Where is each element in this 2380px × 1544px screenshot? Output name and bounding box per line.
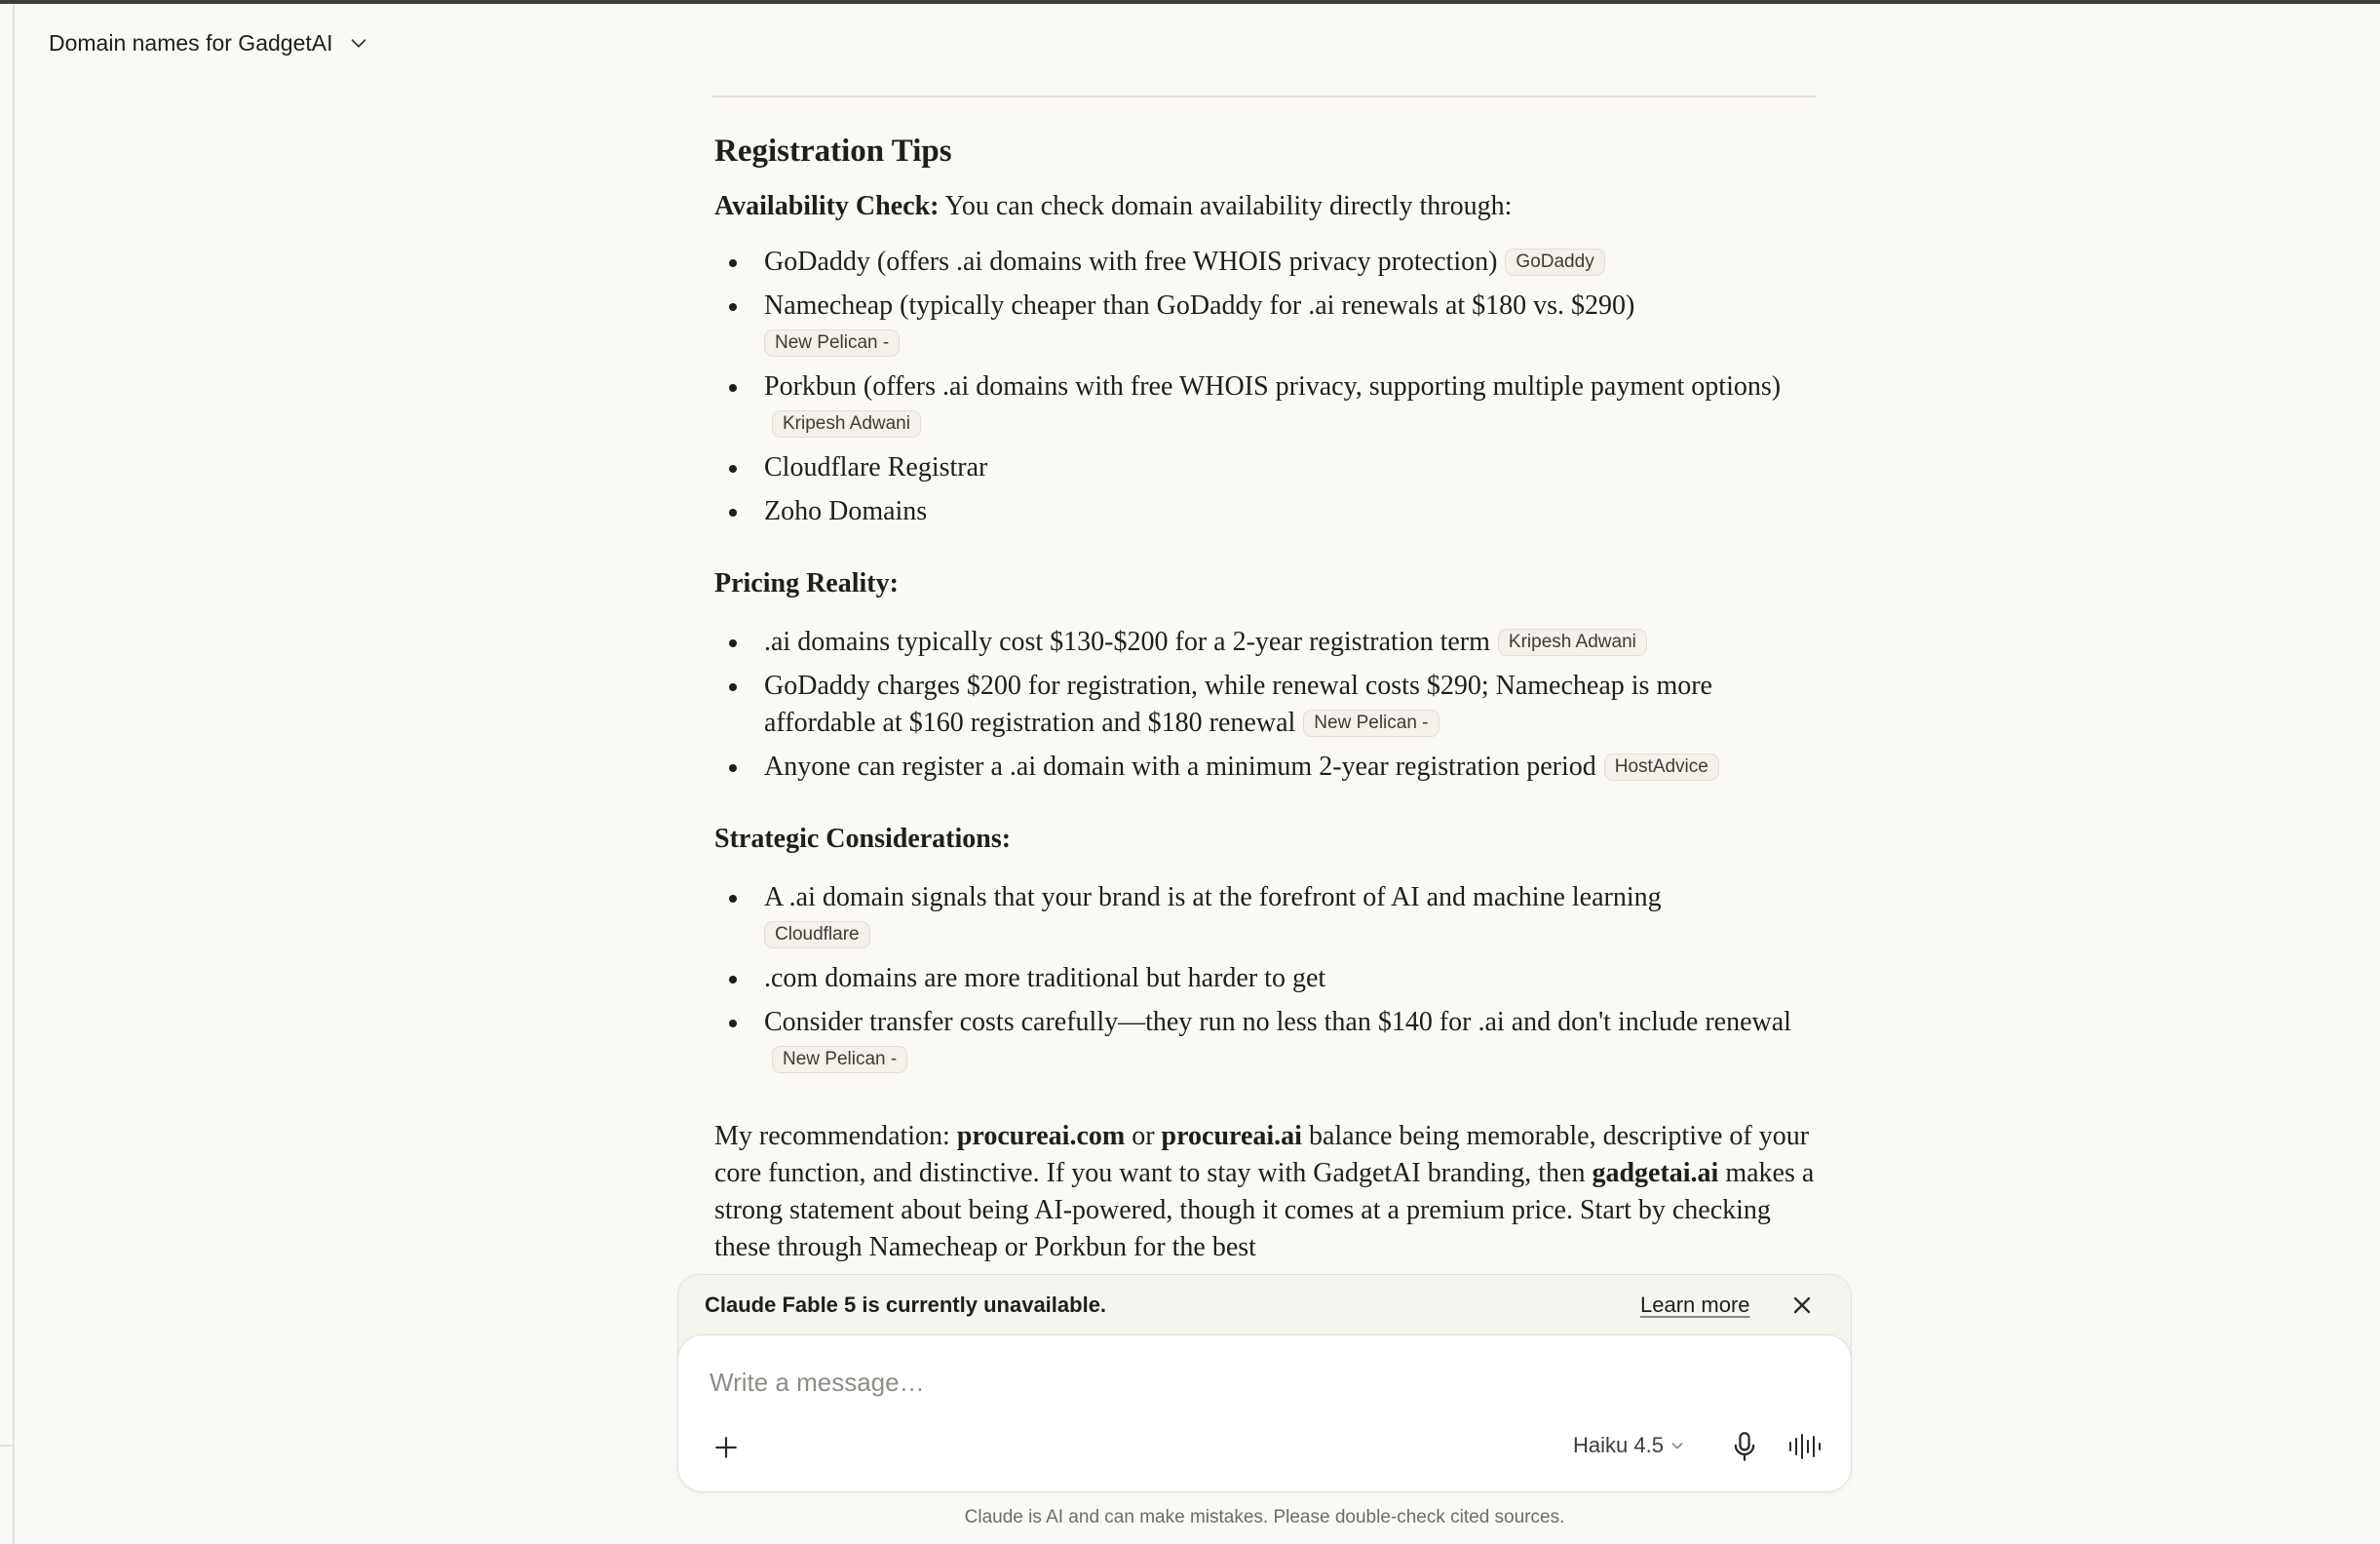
availability-paragraph: Availability Check: You can check domain availability directly through: [714, 191, 1513, 221]
citation-chip[interactable]: Cloudflare [764, 921, 870, 948]
chevron-down-icon [348, 32, 369, 54]
citation-chip[interactable]: New Pelican - [1303, 710, 1439, 737]
pricing-list [714, 624, 1816, 792]
citation-chip[interactable]: GoDaddy [1505, 249, 1604, 276]
list-item: Zoho Domains [714, 493, 1816, 537]
list-item: Consider transfer costs carefully—they run no less than $140 for .ai and don't include renewalNew Pelican - [714, 1004, 1816, 1085]
message-composer [677, 1334, 1852, 1492]
list-item: Cloudflare Registrar [714, 449, 1816, 493]
citation-chip[interactable]: HostAdvice [1604, 753, 1719, 781]
message-input[interactable] [710, 1363, 1782, 1402]
voice-waveform-icon[interactable] [1787, 1433, 1823, 1460]
footer-disclaimer: Claude is AI and can make mistakes. Please double-check cited sources. [964, 1507, 1565, 1527]
model-selector[interactable] [1573, 1433, 1685, 1458]
notice-message: Claude Fable 5 is currently unavailable. [705, 1293, 1107, 1317]
plus-icon[interactable] [713, 1435, 739, 1460]
conversation-title-menu[interactable] [49, 23, 369, 62]
availability-list [714, 244, 1816, 537]
conversation-title: Domain names for GadgetAI [49, 29, 333, 56]
list-item: .ai domains typically cost $130-$200 for a 2-year registration term Kripesh Adwani [714, 624, 1816, 668]
citation-chip[interactable]: New Pelican - [764, 329, 900, 357]
window-top-border [0, 0, 2380, 4]
list-item: Porkbun (offers .ai domains with free WHOIS privacy, supporting multiple payment options)Kripesh Adwani [714, 368, 1816, 449]
list-item: GoDaddy charges $200 for registration, while renewal costs $290; Namecheap is more affordable at $160 registration and $180 renewal New Pelican - [714, 668, 1816, 749]
microphone-icon[interactable] [1731, 1431, 1758, 1462]
domain-suggestion: procureai.com [956, 1121, 1126, 1151]
list-item: Anyone can register a .ai domain with a minimum 2-year registration period HostAdvice [714, 749, 1816, 792]
availability-label: Availability Check: [714, 191, 940, 221]
section-heading: Registration Tips [714, 134, 952, 169]
model-name: Haiku 4.5 [1573, 1433, 1664, 1457]
recommendation-paragraph: My recommendation: procureai.com or procureai.ai balance being memorable, descriptive of your core function, and distinctive. If you want to stay with GadgetAI branding, then gadgetai.ai makes a strong statement about being AI-powered, though it comes at a premium price. Start by checking these through Namecheap or Porkbun for the best [714, 1121, 1815, 1262]
list-item: Namecheap (typically cheaper than GoDaddy for .ai renewals at $180 vs. $290) New Pelican - [714, 288, 1816, 368]
citation-chip[interactable]: Kripesh Adwani [1498, 629, 1647, 656]
strategic-heading: Strategic Considerations: [714, 824, 1012, 854]
chevron-down-icon [1670, 1438, 1685, 1453]
close-icon[interactable] [1788, 1292, 1816, 1319]
strategic-list [714, 879, 1816, 1085]
citation-chip[interactable]: New Pelican - [772, 1046, 907, 1073]
list-item: GoDaddy (offers .ai domains with free WHOIS privacy protection) GoDaddy [714, 244, 1816, 288]
sidebar-rail [0, 4, 15, 1544]
learn-more-link[interactable]: Learn more [1640, 1293, 1750, 1317]
pricing-heading: Pricing Reality: [714, 568, 899, 598]
list-item: .com domains are more traditional but harder to get [714, 960, 1816, 1004]
citation-chip[interactable]: Kripesh Adwani [772, 410, 921, 438]
horizontal-rule [711, 96, 1816, 97]
list-item: A .ai domain signals that your brand is at the forefront of AI and machine learning Cloudflare [714, 879, 1816, 960]
domain-suggestion: gadgetai.ai [1592, 1158, 1719, 1188]
domain-suggestion: procureai.ai [1161, 1121, 1302, 1151]
